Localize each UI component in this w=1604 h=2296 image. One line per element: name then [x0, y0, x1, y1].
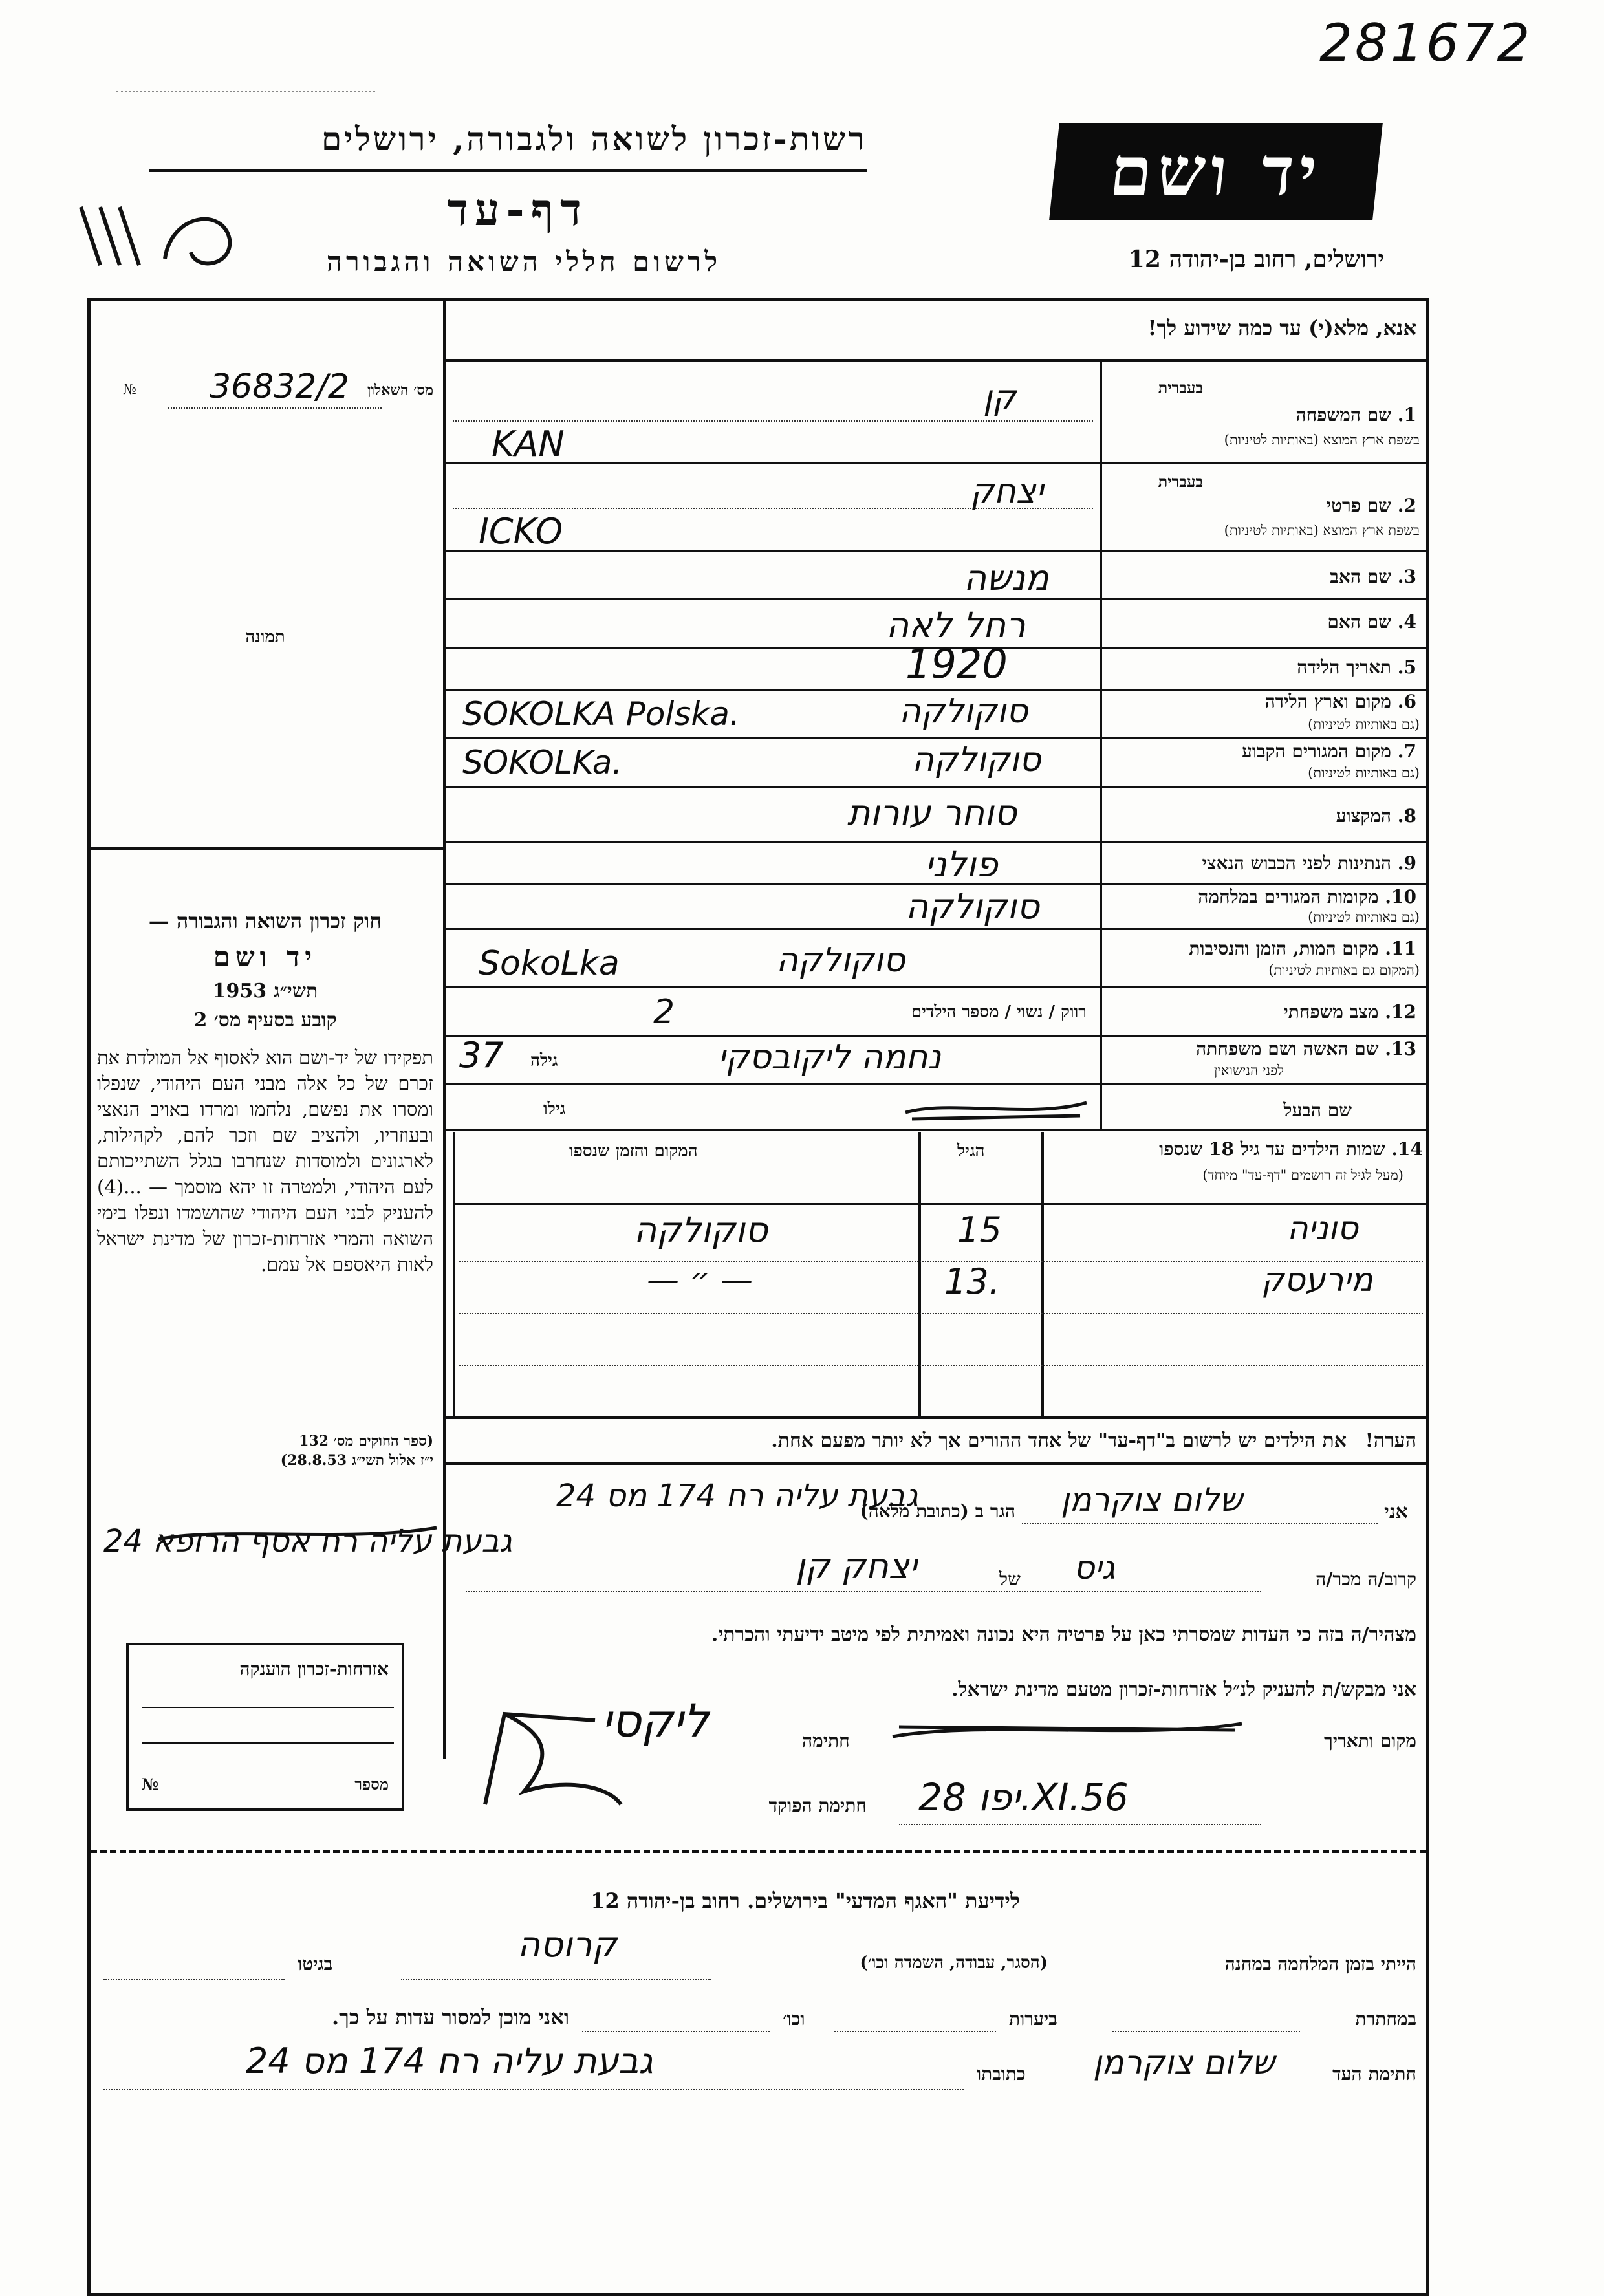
crossed-address: גבעת עליה רח אסף הרופא 24 — [103, 1523, 512, 1559]
relation-of-label: של — [999, 1568, 1021, 1590]
archive-separator — [91, 1850, 1426, 1853]
field-6-number: 6. — [1397, 691, 1416, 712]
note-line — [459, 1429, 1416, 1452]
archive-underground-underline — [1112, 2031, 1300, 2032]
field-8-number: 8. — [1397, 805, 1416, 827]
declaration-request: אני מבקש/ת להעניק לנ״ל אזרחות-זכרון מטעם מדינת ישראל. — [951, 1678, 1416, 1701]
signature-value[interactable]: ליקסי — [602, 1695, 710, 1748]
certificate-line — [142, 1742, 394, 1744]
children-col-age: הגיל — [957, 1142, 985, 1161]
field-6-label-text: מקום וארץ הלידה — [1264, 691, 1392, 712]
field-9-number: 9. — [1397, 852, 1416, 874]
field-13-age-label: גילה — [530, 1051, 558, 1070]
photo-bottom-rule — [87, 847, 446, 850]
certificate-box — [126, 1643, 404, 1811]
label-column-divider — [1100, 362, 1102, 1129]
row-rule — [446, 986, 1429, 988]
field-1-hint: בשפת ארץ המוצא (באותיות לטיניות) — [1224, 432, 1420, 448]
archive-line2-b: ביערות — [1009, 2008, 1057, 2030]
children-row-rule — [459, 1313, 1423, 1314]
field-3-label — [1112, 566, 1416, 588]
declaration-address[interactable]: גבעת עליה רח 174 מס 24 — [556, 1478, 918, 1514]
registration-label: מס׳ השאלון — [367, 382, 433, 398]
field-5-value[interactable]: 1920 — [905, 640, 1008, 688]
archive-title: לידיעת "האגף המדעי" בירושלים. רחוב בן-יהודה 12 — [591, 1889, 1020, 1913]
form-title: דף-עד — [447, 184, 588, 236]
crossed-address-strike — [155, 1520, 440, 1546]
field-7-hint: (גם באותיות לטיניות) — [1308, 765, 1420, 781]
field-7-value-hebrew[interactable]: סוקולקה — [912, 741, 1041, 779]
faint-top-marks — [116, 91, 375, 96]
law-citation-1: (ספר החוקים מס׳ 132 — [299, 1433, 433, 1449]
field-1-number: 1. — [1397, 404, 1416, 426]
field-2-value-latin[interactable]: ICKO — [479, 511, 563, 552]
field-10-label-text: מקומות המגורים במלחמה — [1198, 886, 1379, 907]
certificate-no-sign: № — [142, 1775, 159, 1793]
photo-label: תמונה — [245, 627, 285, 647]
field-8-label — [1112, 805, 1416, 827]
row-rule — [446, 598, 1429, 600]
field-3-value[interactable]: מנשה — [964, 558, 1049, 598]
field-10-number: 10. — [1385, 886, 1416, 907]
law-section: קובע בסעיף מס׳ 2 — [193, 1009, 337, 1032]
declaration-i: אני — [1384, 1500, 1408, 1523]
declarant-name[interactable]: שלום צוקרמן — [1061, 1481, 1243, 1519]
registration-no-sign: № — [123, 382, 136, 398]
form-subtitle: לרשום חללי השואה והגבורה — [326, 246, 722, 277]
field-7-value-latin[interactable]: SOKOLKa. — [462, 744, 623, 781]
certificate-number-label: מספר — [354, 1775, 389, 1793]
field-13-value[interactable]: נחמה ליקובסקי — [718, 1038, 942, 1077]
field-2-hint-top: בעברית — [1158, 472, 1203, 491]
archive-line3-address[interactable]: גבעת עליה רח 174 מס 24 — [246, 2041, 653, 2081]
children-title — [1041, 1138, 1423, 1160]
field-4-label-text: שם האם — [1327, 611, 1392, 633]
field-7-number: 7. — [1397, 741, 1416, 762]
children-bottom-rule — [446, 1416, 1429, 1419]
field-11-label-text: מקום המות, הזמן והנסיבות — [1189, 938, 1379, 959]
children-title-text: שמות הילדים עד גיל 18 שנספו — [1159, 1138, 1385, 1160]
place-date-label: מקום ותאריך — [1323, 1730, 1416, 1751]
strike-strokes — [886, 1711, 1248, 1749]
place-date-strike — [886, 1711, 1248, 1749]
row-rule — [446, 737, 1429, 739]
law-title-2: יד ושם — [213, 941, 318, 973]
field-4-label — [1112, 611, 1416, 633]
archive-line1-a: הייתי בזמן המלחמה במחנה — [1224, 1953, 1416, 1975]
archive-ghetto-underline — [103, 1979, 285, 1980]
field-5-number: 5. — [1397, 656, 1416, 678]
field-6-value-hebrew[interactable]: סוקולקה — [899, 692, 1028, 731]
field-5-label — [1112, 656, 1416, 678]
law-year: תשי״ג 1953 — [212, 980, 318, 1002]
field-8-value[interactable]: סוחר עורות — [847, 792, 1017, 833]
husband-strikeout — [899, 1093, 1093, 1125]
field-6-value-latin[interactable]: SOKOLKA Polska. — [462, 695, 740, 733]
archive-line2-c: וכו׳ — [783, 2008, 805, 2030]
registration-underline — [168, 407, 382, 409]
field-13-age-value[interactable]: 37 — [459, 1035, 504, 1076]
field-7-label — [1112, 741, 1416, 763]
husband-age-label: גילו — [543, 1099, 566, 1119]
archive-line1-c: בגיטו — [298, 1953, 333, 1975]
child-1-age[interactable]: 15 — [957, 1209, 1002, 1250]
field-13-label-text: שם האשה ושם משפחתה — [1196, 1038, 1379, 1059]
intro-rule — [443, 359, 1429, 362]
field-11-number: 11. — [1385, 938, 1416, 959]
relation-value[interactable]: גיס — [1074, 1549, 1116, 1587]
archive-line3-b: כתובתו — [977, 2063, 1026, 2085]
certificate-title: אזרחות-זכרון הוענקה — [239, 1658, 389, 1680]
archive-line1-underline — [401, 1979, 711, 1980]
field-13-hint: לפני הנישואין — [1214, 1063, 1284, 1078]
relation-of-value[interactable]: יצחק קן — [796, 1546, 917, 1587]
field-9-value[interactable]: פולני — [925, 844, 998, 885]
row-rule — [446, 786, 1429, 788]
archive-etc-underline — [582, 2031, 770, 2032]
child-2-age[interactable]: 13. — [944, 1261, 1000, 1302]
children-vdivider-age — [918, 1132, 921, 1416]
row-mid-line — [453, 420, 1093, 422]
field-12-options: רווק / נשוי / מספר הילדים — [911, 1002, 1087, 1022]
registration-value: 36832/2 — [209, 367, 349, 406]
field-3-label-text: שם האב — [1330, 566, 1392, 587]
note-text: את הילדים יש לרשום ב"דף-עד" של אחד ההורים אך לא יותר מפעם אחת. — [771, 1429, 1347, 1452]
children-header-rule — [453, 1203, 1429, 1205]
field-9-label-text: הנתינות לפני הכבוש הנאצי — [1202, 852, 1392, 874]
form-frame — [87, 298, 1429, 2296]
children-vdivider-left — [453, 1132, 455, 1416]
field-12-label-text: מצב משפחתי — [1283, 1001, 1379, 1023]
field-5-label-text: תאריך הלידה — [1297, 656, 1392, 678]
field-1-value-latin[interactable]: KAN — [492, 424, 565, 464]
child-2-name[interactable]: מירעסק — [1261, 1261, 1373, 1299]
strike-strokes — [899, 1093, 1093, 1125]
authority-underline — [149, 169, 867, 172]
field-3-number: 3. — [1397, 566, 1416, 587]
archive-line3-value[interactable]: שלום צוקרמן — [1093, 2044, 1275, 2081]
declarant-underline — [1022, 1523, 1378, 1524]
field-8-label-text: המקצוע — [1336, 805, 1392, 827]
field-10-label — [1112, 886, 1416, 908]
archive-line1-value[interactable]: קרוסה — [517, 1924, 617, 1965]
inspector-underline — [899, 1824, 1261, 1825]
field-12-number: 12. — [1385, 1001, 1416, 1023]
signature-label: חתימה — [802, 1730, 850, 1751]
handwritten-mark — [74, 194, 249, 285]
field-2-number: 2. — [1397, 495, 1416, 516]
field-2-label — [1112, 495, 1416, 517]
row-rule — [446, 1083, 1429, 1085]
archive-line1-b: (הסגר, עבודה, השמדה וכו׳) — [860, 1953, 1048, 1973]
field-4-number: 4. — [1397, 611, 1416, 633]
children-row-rule — [459, 1365, 1423, 1366]
strike-strokes — [155, 1520, 440, 1546]
row-rule — [446, 928, 1429, 930]
archive-stamp-number: 281672 — [1319, 13, 1533, 73]
field-4-value[interactable]: רחל לאה — [886, 605, 1026, 645]
children-subtitle: (מעל לגיל זה רושמים "דף-עד" מיוחד) — [1202, 1167, 1404, 1183]
field-2-value-hebrew[interactable]: יצחק — [970, 472, 1044, 511]
field-7-label-text: מקום המגורים הקבוע — [1242, 741, 1392, 762]
logo-text: יד ושם — [1106, 131, 1326, 211]
authority-name: רשות-זכרון לשואה ולגבורה, ירושלים — [321, 120, 867, 158]
field-13-number: 13. — [1385, 1038, 1416, 1059]
field-1-value-hebrew[interactable]: קן — [983, 378, 1017, 417]
children-vdivider-name — [1041, 1132, 1044, 1416]
intro-instruction: אנא, מלא(י) עד כמה שידוע לך! — [1147, 316, 1416, 340]
field-1-label-text: שם המשפחה — [1295, 404, 1392, 426]
note-label: הערה! — [1365, 1429, 1416, 1452]
row-rule — [446, 841, 1429, 843]
field-11-value-latin[interactable]: SokoLka — [479, 944, 620, 983]
child-2-place[interactable]: — ״ — — [647, 1261, 753, 1299]
field-11-hint: (המקום גם באותיות לטיניות) — [1268, 962, 1420, 978]
archive-line2-a: במחתרת — [1355, 2008, 1416, 2030]
husband-label: שם הבעל — [1283, 1099, 1352, 1121]
relation-label: קרוב/ה מכר/ה — [1316, 1568, 1416, 1590]
field-10-value[interactable]: סוקולקה — [905, 886, 1040, 927]
field-6-hint: (גם באותיות לטיניות) — [1308, 717, 1420, 732]
field-12-label — [1112, 1001, 1416, 1023]
field-13-label — [1112, 1038, 1416, 1060]
law-citation-2: י״ז אלול תשי״ג 28.8.53) — [280, 1452, 433, 1469]
law-text: תפקידו של יד-ושם הוא לאסוף אל המולדת את זכרם של כל אלה מבני העם היהודי, שנפלו ומסרו את נפשם, נלחמו ומרדו באויב הנאצי ובעוזריו, ולהציב שם וזכר להם, לקהילות, לארגונים ולמוסדות שנחרבו בגלל השתייכותם לעם היהודי, ולמטרה זו יהא מוסמך — ...(4) להעניק לבני העם היהודי שהושמדו ונפלו בימי השואה והמרי אזרחות-זכרון של מדינת ישראל לאות היאספם אל עמם. — [97, 1046, 433, 1275]
field-2-hint: בשפת ארץ המוצא (באותיות לטיניות) — [1224, 523, 1420, 538]
field-12-value[interactable]: 2 — [653, 993, 675, 1032]
children-col-place: המקום והזמן שנספו — [569, 1142, 698, 1161]
row-rule — [446, 1129, 1429, 1131]
declaration-lives-label: הגר ב (כתובת מלאה) — [860, 1500, 1015, 1522]
child-1-place[interactable]: סוקולקה — [634, 1209, 768, 1250]
place-date-value[interactable]: יפו 28.XI.56 — [918, 1775, 1129, 1819]
signature-strokes — [466, 1695, 634, 1817]
field-10-hint: (גם באותיות לטיניות) — [1308, 909, 1420, 925]
declaration-statement: מצהיר/ה בזה כי העדות שמסרתי כאן על פרטיה היא נכונה ואמיתית לפי מיטב ידיעתי והכרתי. — [711, 1623, 1416, 1646]
header-address: ירושלים, רחוב בן-יהודה 12 — [1128, 246, 1384, 273]
law-title-1: חוק זכרון השואה והגבורה — — [148, 909, 382, 933]
field-6-label — [1112, 691, 1416, 713]
relation-underline — [466, 1591, 1261, 1592]
handwritten-mark-strokes — [74, 194, 249, 285]
certificate-line — [142, 1707, 394, 1708]
field-11-value-hebrew[interactable]: סוקולקה — [776, 941, 905, 980]
archive-line3-underline — [103, 2089, 964, 2090]
field-1-label — [1112, 404, 1416, 426]
row-rule — [446, 1035, 1429, 1037]
signature-scribble — [466, 1695, 634, 1817]
inspector-label: חתימת הפוקד — [768, 1795, 867, 1816]
field-2-label-text: שם פרטי — [1326, 495, 1392, 516]
yad-vashem-logo — [1049, 123, 1383, 220]
registration-row — [123, 367, 433, 407]
field-1-hint-top: בעברית — [1158, 378, 1203, 397]
archive-line3-a: חתימת העד — [1332, 2063, 1416, 2085]
archive-line2-d: ואני מוכן למסור עדות על כך. — [331, 2005, 569, 2030]
archive-forest-underline — [834, 2031, 996, 2032]
row-rule — [446, 550, 1429, 552]
field-9-label — [1112, 852, 1416, 874]
row-rule — [446, 462, 1429, 464]
child-1-name[interactable]: סוניה — [1287, 1209, 1358, 1247]
children-number: 14. — [1391, 1138, 1423, 1160]
field-11-label — [1112, 938, 1416, 960]
